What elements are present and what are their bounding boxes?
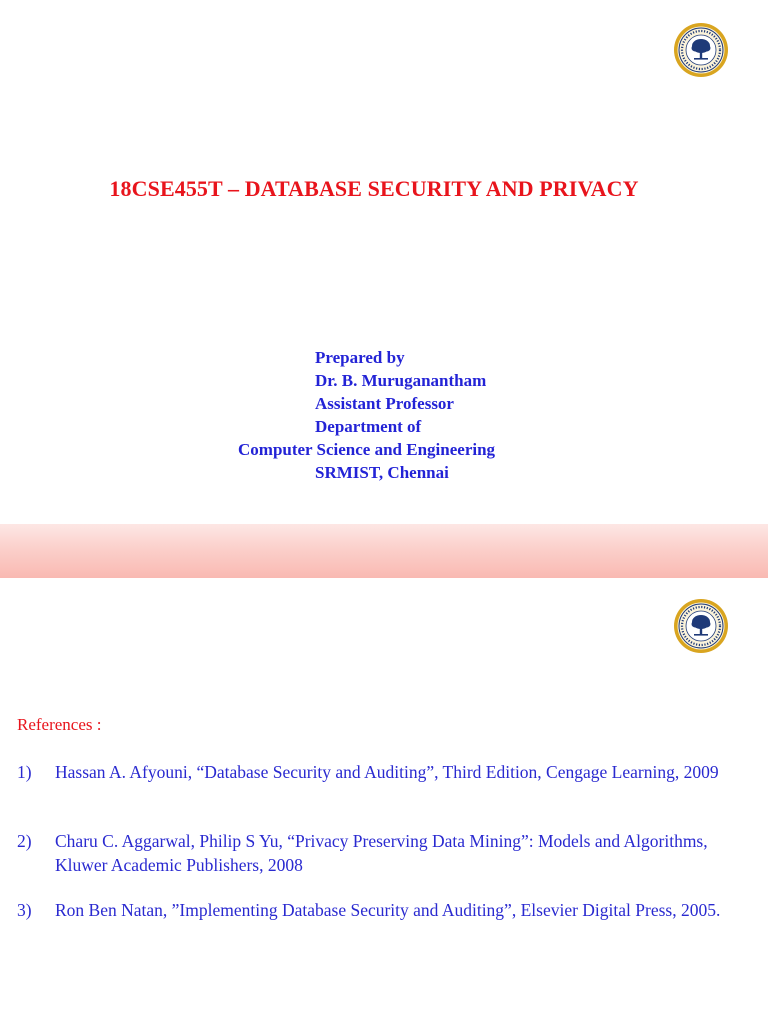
- reference-text: Hassan A. Afyouni, “Database Security and Auditing”, Third Edition, Cengage Learning, 2009: [55, 762, 719, 782]
- references-heading: References :: [17, 715, 102, 734]
- reference-number: 2): [17, 831, 32, 851]
- author-department: Computer Science and Engineering: [238, 440, 496, 459]
- references-slide: [0, 578, 768, 1024]
- author-department-label: Department of: [315, 417, 422, 436]
- reference-number: 3): [17, 900, 32, 920]
- slide-separator: [0, 524, 768, 578]
- author-name: Dr. B. Muruganantham: [315, 371, 487, 390]
- author-designation: Assistant Professor: [315, 394, 454, 413]
- author-institution: SRMIST, Chennai: [315, 463, 449, 482]
- reference-number: 1): [17, 762, 32, 782]
- institution-seal-icon: [673, 598, 729, 654]
- course-title: 18CSE455T – DATABASE SECURITY AND PRIVACY: [109, 176, 639, 201]
- prepared-by-label: Prepared by: [315, 348, 405, 367]
- reference-text: Charu C. Aggarwal, Philip S Yu, “Privacy Preserving Data Mining”: Models and Algorithms, Kluwer Academic Publishers, 2008: [55, 831, 708, 875]
- reference-text: Ron Ben Natan, ”Implementing Database Security and Auditing”, Elsevier Digital Press, 2005.: [55, 900, 721, 920]
- institution-seal-icon: [673, 22, 729, 78]
